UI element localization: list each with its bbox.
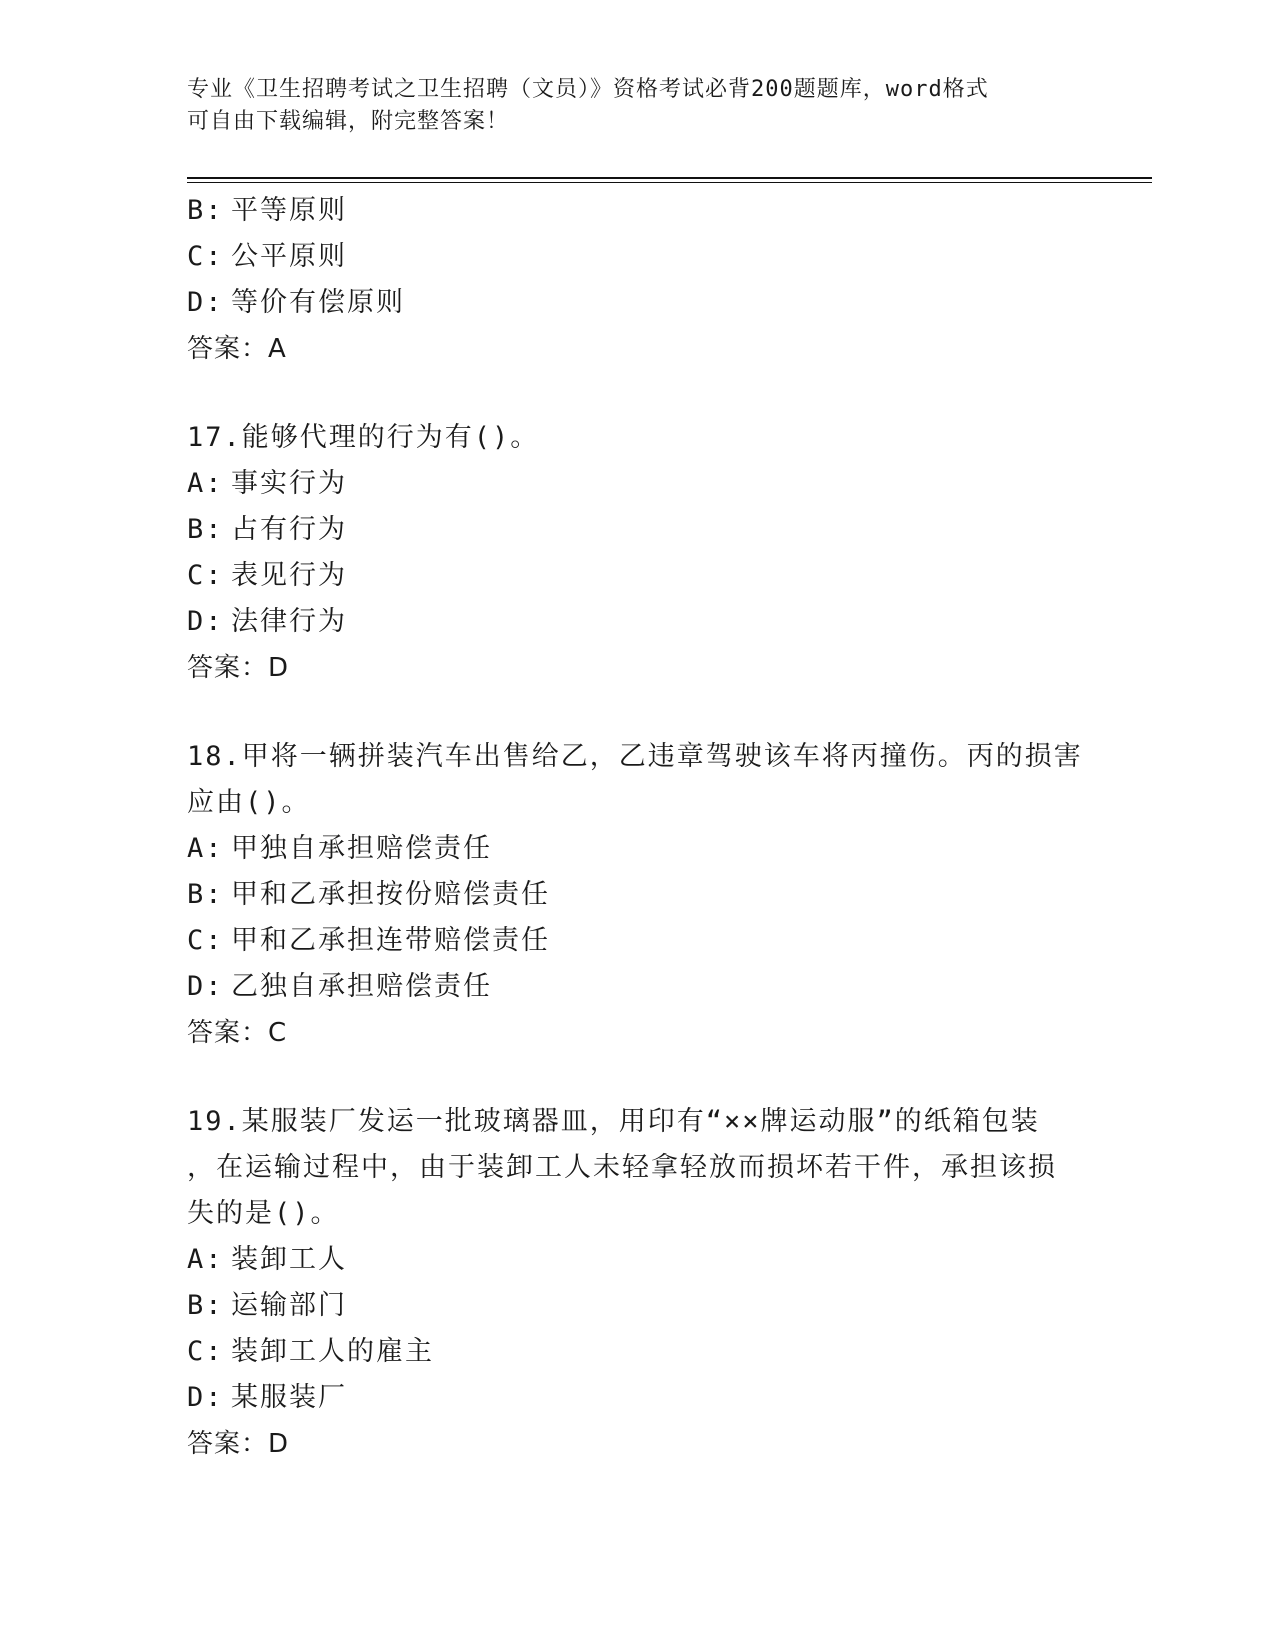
question-18 — [187, 734, 1107, 1056]
question-stem: 18.甲将一辆拼装汽车出售给乙，乙违章驾驶该车将丙撞伤。丙的损害 — [187, 741, 1083, 772]
question-stem: 19.某服装厂发运一批玻璃器皿，用印有“××牌运动服”的纸箱包装 — [187, 1106, 1040, 1137]
option-b: B: 占有行为 — [187, 514, 347, 545]
header-divider-thick — [187, 177, 1152, 179]
spacer — [187, 372, 1107, 415]
option-a: A: 事实行为 — [187, 468, 347, 499]
question-16-tail — [187, 188, 1107, 372]
header-line-2: 可自由下载编辑，附完整答案！ — [187, 109, 510, 134]
question-17 — [187, 415, 1107, 691]
option-d: D: 法律行为 — [187, 606, 347, 637]
answer-16: 答案：A — [187, 334, 287, 364]
option-c: C: 表见行为 — [187, 560, 347, 591]
option-c: C: 甲和乙承担连带赔偿责任 — [187, 925, 550, 956]
option-b: B: 平等原则 — [187, 195, 347, 226]
question-stem: 应由()。 — [187, 787, 311, 818]
option-d: D: 乙独自承担赔偿责任 — [187, 971, 492, 1002]
option-a: A: 甲独自承担赔偿责任 — [187, 833, 492, 864]
answer-18: 答案：C — [187, 1018, 288, 1048]
spacer — [187, 1056, 1107, 1099]
option-d: D: 等价有偿原则 — [187, 287, 405, 318]
question-19 — [187, 1099, 1107, 1467]
spacer — [187, 691, 1107, 734]
question-list — [187, 188, 1107, 1467]
question-stem: ，在运输过程中，由于装卸工人未轻拿轻放而损坏若干件，承担该损 — [187, 1152, 1057, 1183]
question-stem: 17.能够代理的行为有()。 — [187, 422, 540, 453]
option-c: C: 装卸工人的雇主 — [187, 1336, 434, 1367]
answer-19: 答案：D — [187, 1429, 290, 1459]
option-b: B: 甲和乙承担按份赔偿责任 — [187, 879, 550, 910]
option-a: A: 装卸工人 — [187, 1244, 347, 1275]
option-b: B: 运输部门 — [187, 1290, 347, 1321]
option-d: D: 某服装厂 — [187, 1382, 347, 1413]
document-header — [187, 74, 1067, 138]
header-line-1: 专业《卫生招聘考试之卫生招聘（文员）》资格考试必背200题题库，word格式 — [187, 77, 989, 102]
header-divider-thin — [187, 182, 1152, 183]
answer-17: 答案：D — [187, 653, 290, 683]
question-stem: 失的是()。 — [187, 1198, 340, 1229]
option-c: C: 公平原则 — [187, 241, 347, 272]
